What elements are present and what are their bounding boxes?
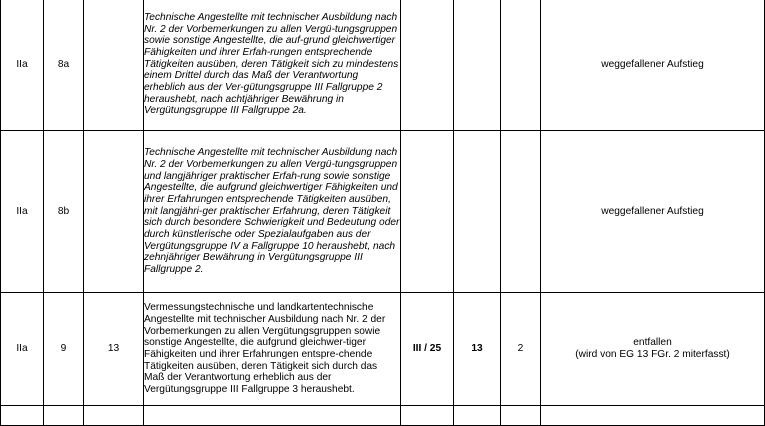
column-5-cell	[401, 131, 454, 293]
pay-group-cell: IIa	[1, 131, 44, 293]
remark-cell	[541, 131, 765, 293]
remark-text: weggefallener Aufstieg	[601, 58, 704, 70]
column-3-cell	[84, 0, 144, 131]
remark-text: entfallen	[633, 337, 672, 349]
description-cell: Technische Angestellte mit technischer Ausbildung nach Nr. 2 der Vorbemerkungen zu allen Vergü-tungsgruppen und langjähriger praktischer Erfah-rung sowie sonstige Angestellte, die aufgrund gleichwertiger Fähigkeiten und ihrer Erfahrungen entsprechende Tätigkeiten ausüben, mit langjähri-ger praktischer Erfahrung, deren Tätigkeit sich durch besondere Schwierigkeit und Bedeutung oder durch künstlerische oder Spezialaufgaben aus der Vergütungsgruppe IV a Fallgruppe 10 heraushebt, nach zehnjähriger Bewährung in Vergütungsgruppe III Fallgruppe 2.	[144, 131, 401, 293]
column-6-cell: 13	[454, 293, 501, 406]
case-group-cell: 9	[44, 293, 84, 406]
column-3-cell: 13	[84, 293, 144, 406]
case-group-cell: 8a	[44, 0, 84, 131]
remark-text: weggefallener Aufstieg	[601, 205, 704, 217]
table-row	[1, 0, 765, 131]
description-cell: Technische Angestellte mit technischer Ausbildung nach Nr. 2 der Vorbemerkungen zu allen Vergü-tungsgruppen sowie sonstige Angestellte, die auf-grund gleichwertiger Fähigkeiten und ihrer Erfah-rungen entsprechende Tätigkeiten ausüben, deren Tätigkeit sich zu mindestens einem Drittel durch das Maß der Verantwortung erheblich aus der Ver-gütungsgruppe III Fallgruppe 2 heraushebt, nach achtjähriger Bewährung in Vergütungsgruppe III Fallgruppe 2a.	[144, 0, 401, 131]
table-row-partial	[1, 406, 765, 426]
column-3-cell	[84, 131, 144, 293]
table-row	[1, 293, 765, 406]
empty-cell	[144, 406, 401, 426]
remark-cell	[541, 0, 765, 131]
empty-cell	[44, 406, 84, 426]
column-7-cell	[501, 0, 541, 131]
empty-cell	[541, 406, 765, 426]
column-7-cell: 2	[501, 293, 541, 406]
empty-cell	[501, 406, 541, 426]
column-6-cell	[454, 0, 501, 131]
empty-cell	[454, 406, 501, 426]
table-row	[1, 131, 765, 293]
empty-cell	[84, 406, 144, 426]
column-5-cell	[401, 0, 454, 131]
case-group-cell: 8b	[44, 131, 84, 293]
column-7-cell	[501, 131, 541, 293]
column-5-cell: III / 25	[401, 293, 454, 406]
pay-group-cell: IIa	[1, 293, 44, 406]
remark-subtext: (wird von EG 13 FGr. 2 miterfasst)	[575, 349, 730, 360]
empty-cell	[401, 406, 454, 426]
pay-group-cell: IIa	[1, 0, 44, 131]
description-cell: Vermessungstechnische und landkartentechnische Angestellte mit technischer Ausbildung nach Nr. 2 der Vorbemerkungen zu allen Vergütungsgruppen sowie sonstige Angestellte, die aufgrund gleichwer-tiger Fähigkeiten und ihrer Erfahrungen entspre-chende Tätigkeiten ausüben, deren Tätigkeit sich durch das Maß der Verantwortung erheblich aus der Vergütungsgruppe III Fallgruppe 3 heraushebt.	[144, 293, 401, 406]
empty-cell	[1, 406, 44, 426]
column-6-cell	[454, 131, 501, 293]
remark-cell	[541, 293, 765, 406]
